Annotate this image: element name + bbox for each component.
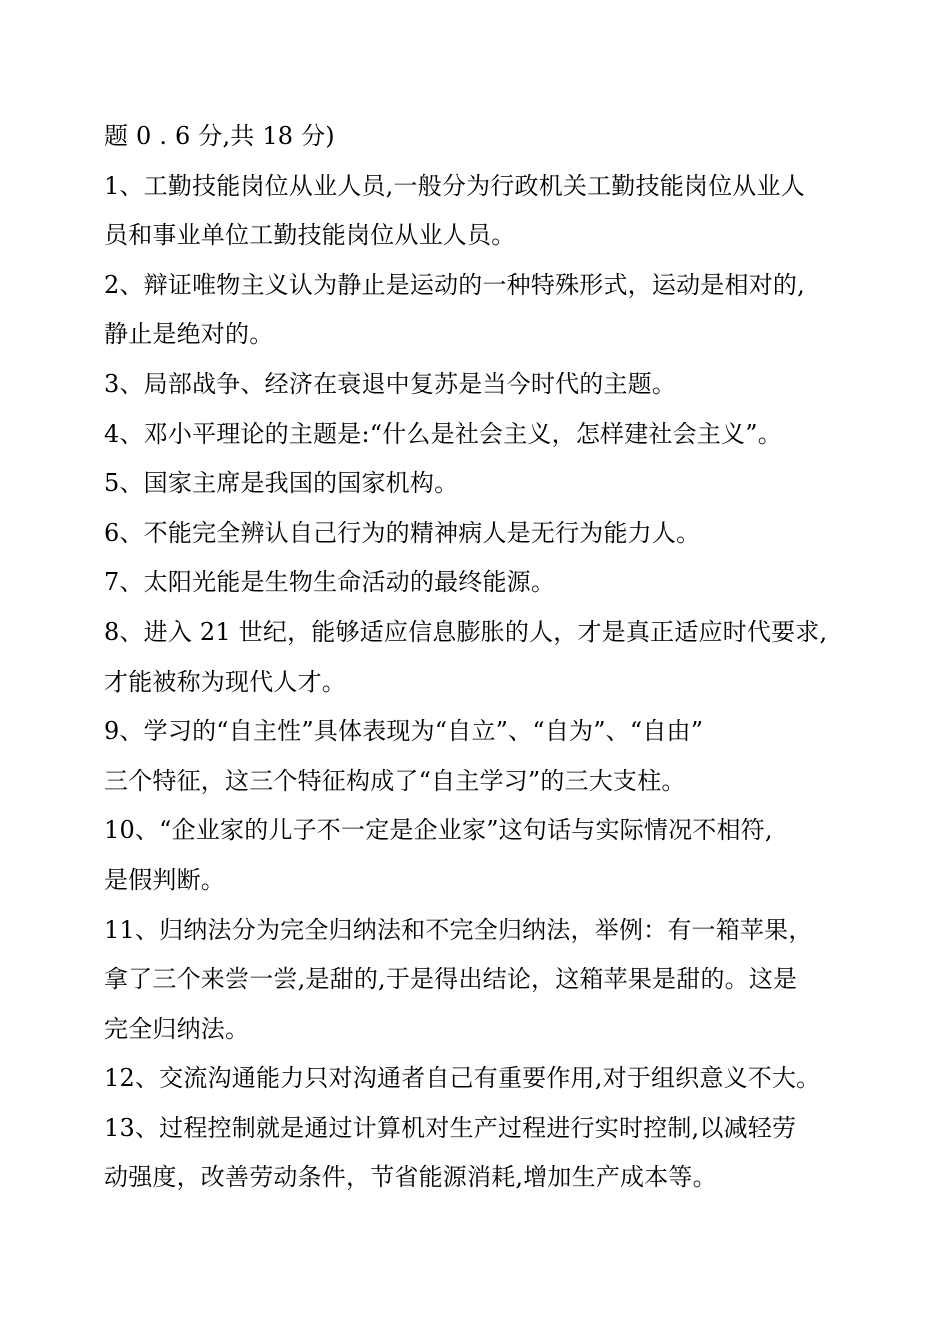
text-line-0: 题 0 . 6 分,共 18 分)	[104, 122, 335, 150]
text-line-7: 5、国家主席是我国的国家机构。	[104, 469, 459, 498]
text-line-12: 9、学习的“自主性”具体表现为“自立”、“自为”、“自由”	[104, 717, 704, 746]
text-line-20: 13、过程控制就是通过计算机对生产过程进行实时控制,以减轻劳	[104, 1113, 797, 1142]
text-line-14: 10、“企业家的儿子不一定是企业家”这句话与实际情况不相符,	[104, 816, 773, 845]
text-line-17: 拿了三个来尝一尝,是甜的,于是得出结论，这箱苹果是甜的。这是	[104, 965, 798, 994]
text-line-8: 6、不能完全辨认自己行为的精神病人是无行为能力人。	[104, 518, 701, 547]
text-line-15: 是假判断。	[104, 865, 225, 894]
text-line-4: 静止是绝对的。	[104, 320, 274, 349]
text-line-9: 7、太阳光能是生物生命活动的最终能源。	[104, 568, 556, 597]
text-line-5: 3、局部战争、经济在衰退中复苏是当今时代的主题。	[104, 369, 677, 398]
text-line-6: 4、邓小平理论的主题是:“什么是社会主义，怎样建社会主义”。	[104, 419, 782, 448]
text-line-13: 三个特征，这三个特征构成了“自主学习”的三大支柱。	[104, 766, 686, 795]
text-line-18: 完全归纳法。	[104, 1014, 250, 1043]
text-line-11: 才能被称为现代人才。	[104, 667, 346, 696]
text-line-16: 11、归纳法分为完全归纳法和不完全归纳法，举例：有一箱苹果，	[104, 915, 813, 944]
text-line-1: 1、工勤技能岗位从业人员,一般分为行政机关工勤技能岗位从业人	[104, 171, 805, 200]
text-line-3: 2、辩证唯物主义认为静止是运动的一种特殊形式，运动是相对的,	[104, 270, 805, 299]
document-page	[104, 112, 864, 1203]
text-line-10: 8、进入 21 世纪，能够适应信息膨胀的人，才是真正适应时代要求,	[104, 617, 828, 646]
text-line-21: 动强度，改善劳动条件，节省能源消耗,增加生产成本等。	[104, 1163, 717, 1192]
text-line-19: 12、交流沟通能力只对沟通者自己有重要作用,对于组织意义不大。	[104, 1064, 821, 1093]
text-line-2: 员和事业单位工勤技能岗位从业人员。	[104, 221, 516, 250]
